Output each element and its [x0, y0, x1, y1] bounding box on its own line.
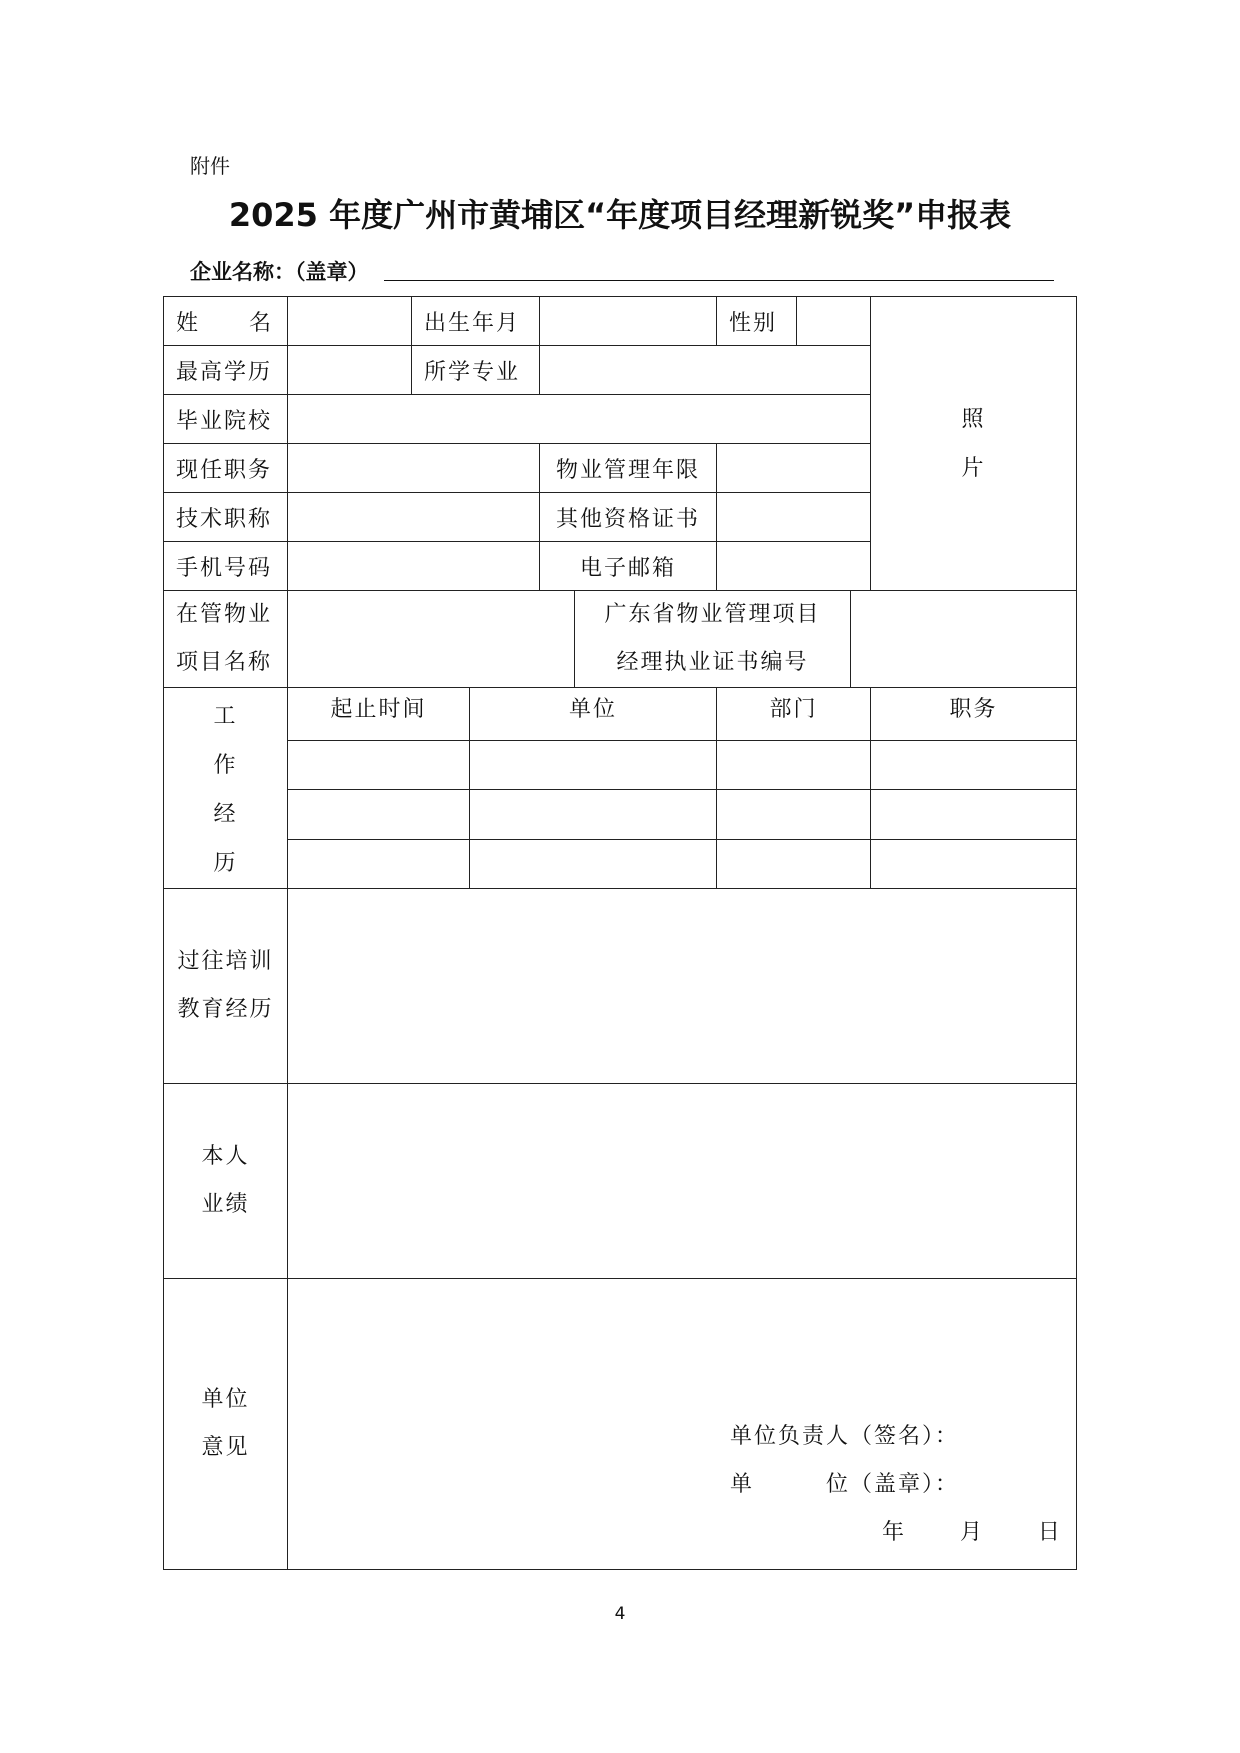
cert-field[interactable]	[717, 493, 871, 542]
major-label: 所学专业	[412, 346, 540, 395]
work-header-department: 部门	[717, 688, 871, 741]
work-job-field[interactable]	[871, 790, 1077, 839]
work-period-field[interactable]	[288, 790, 470, 839]
work-header-job: 职务	[871, 688, 1077, 741]
opinion-field[interactable]	[288, 1279, 1077, 1570]
name-field[interactable]	[288, 297, 412, 346]
training-field[interactable]	[288, 889, 1077, 1084]
cert-label: 其他资格证书	[540, 493, 717, 542]
work-department-field[interactable]	[717, 790, 871, 839]
achievement-field[interactable]	[288, 1084, 1077, 1279]
position-field[interactable]	[288, 444, 540, 493]
years-label: 物业管理年限	[540, 444, 717, 493]
work-header-period: 起止时间	[288, 688, 470, 741]
title-field[interactable]	[288, 493, 540, 542]
birth-label: 出生年月	[412, 297, 540, 346]
title-label: 技术职称	[164, 493, 288, 542]
education-label: 最高学历	[164, 346, 288, 395]
table-row	[164, 790, 1077, 839]
birth-field[interactable]	[540, 297, 717, 346]
work-department-field[interactable]	[717, 839, 871, 888]
work-header-employer: 单位	[470, 688, 717, 741]
table-row	[164, 839, 1077, 888]
work-job-field[interactable]	[871, 741, 1077, 790]
years-field[interactable]	[717, 444, 871, 493]
phone-field[interactable]	[288, 542, 540, 591]
work-employer-field[interactable]	[470, 790, 717, 839]
license-label: 广东省物业管理项目 经理执业证书编号	[575, 591, 851, 688]
project-label: 在管物业 项目名称	[164, 591, 288, 688]
name-label: 姓 名	[164, 297, 288, 346]
project-field[interactable]	[288, 591, 575, 688]
application-form-table	[163, 296, 1077, 1570]
attachment-label: 附件	[190, 154, 230, 178]
work-period-field[interactable]	[288, 741, 470, 790]
company-name-field[interactable]	[384, 280, 1054, 281]
work-employer-field[interactable]	[470, 741, 717, 790]
email-label: 电子邮箱	[540, 542, 717, 591]
opinion-label: 单位 意见	[164, 1279, 288, 1570]
school-field[interactable]	[288, 395, 871, 444]
seal-line: 单 位（盖章）：	[730, 1472, 959, 1497]
license-field[interactable]	[851, 591, 1077, 688]
table-row	[164, 741, 1077, 790]
phone-label: 手机号码	[164, 542, 288, 591]
date-line: 年 月 日	[882, 1520, 1062, 1545]
gender-field[interactable]	[797, 297, 871, 346]
work-history-label: 工 作 经 历	[164, 688, 288, 889]
education-field[interactable]	[288, 346, 412, 395]
photo-cell[interactable]: 照 片	[871, 297, 1077, 591]
work-job-field[interactable]	[871, 839, 1077, 888]
achievement-label: 本人 业绩	[164, 1084, 288, 1279]
page-title: 2025 年度广州市黄埔区“年度项目经理新锐奖”申报表	[228, 196, 1012, 234]
email-field[interactable]	[717, 542, 871, 591]
signature-line: 单位负责人（签名）：	[730, 1424, 960, 1449]
gender-label: 性别	[717, 297, 797, 346]
school-label: 毕业院校	[164, 395, 288, 444]
work-employer-field[interactable]	[470, 839, 717, 888]
company-name-label: 企业名称：（盖章）	[190, 260, 369, 284]
major-field[interactable]	[540, 346, 871, 395]
training-label: 过往培训 教育经历	[164, 889, 288, 1084]
work-department-field[interactable]	[717, 741, 871, 790]
position-label: 现任职务	[164, 444, 288, 493]
work-period-field[interactable]	[288, 839, 470, 888]
page-number: 4	[614, 1604, 626, 1624]
